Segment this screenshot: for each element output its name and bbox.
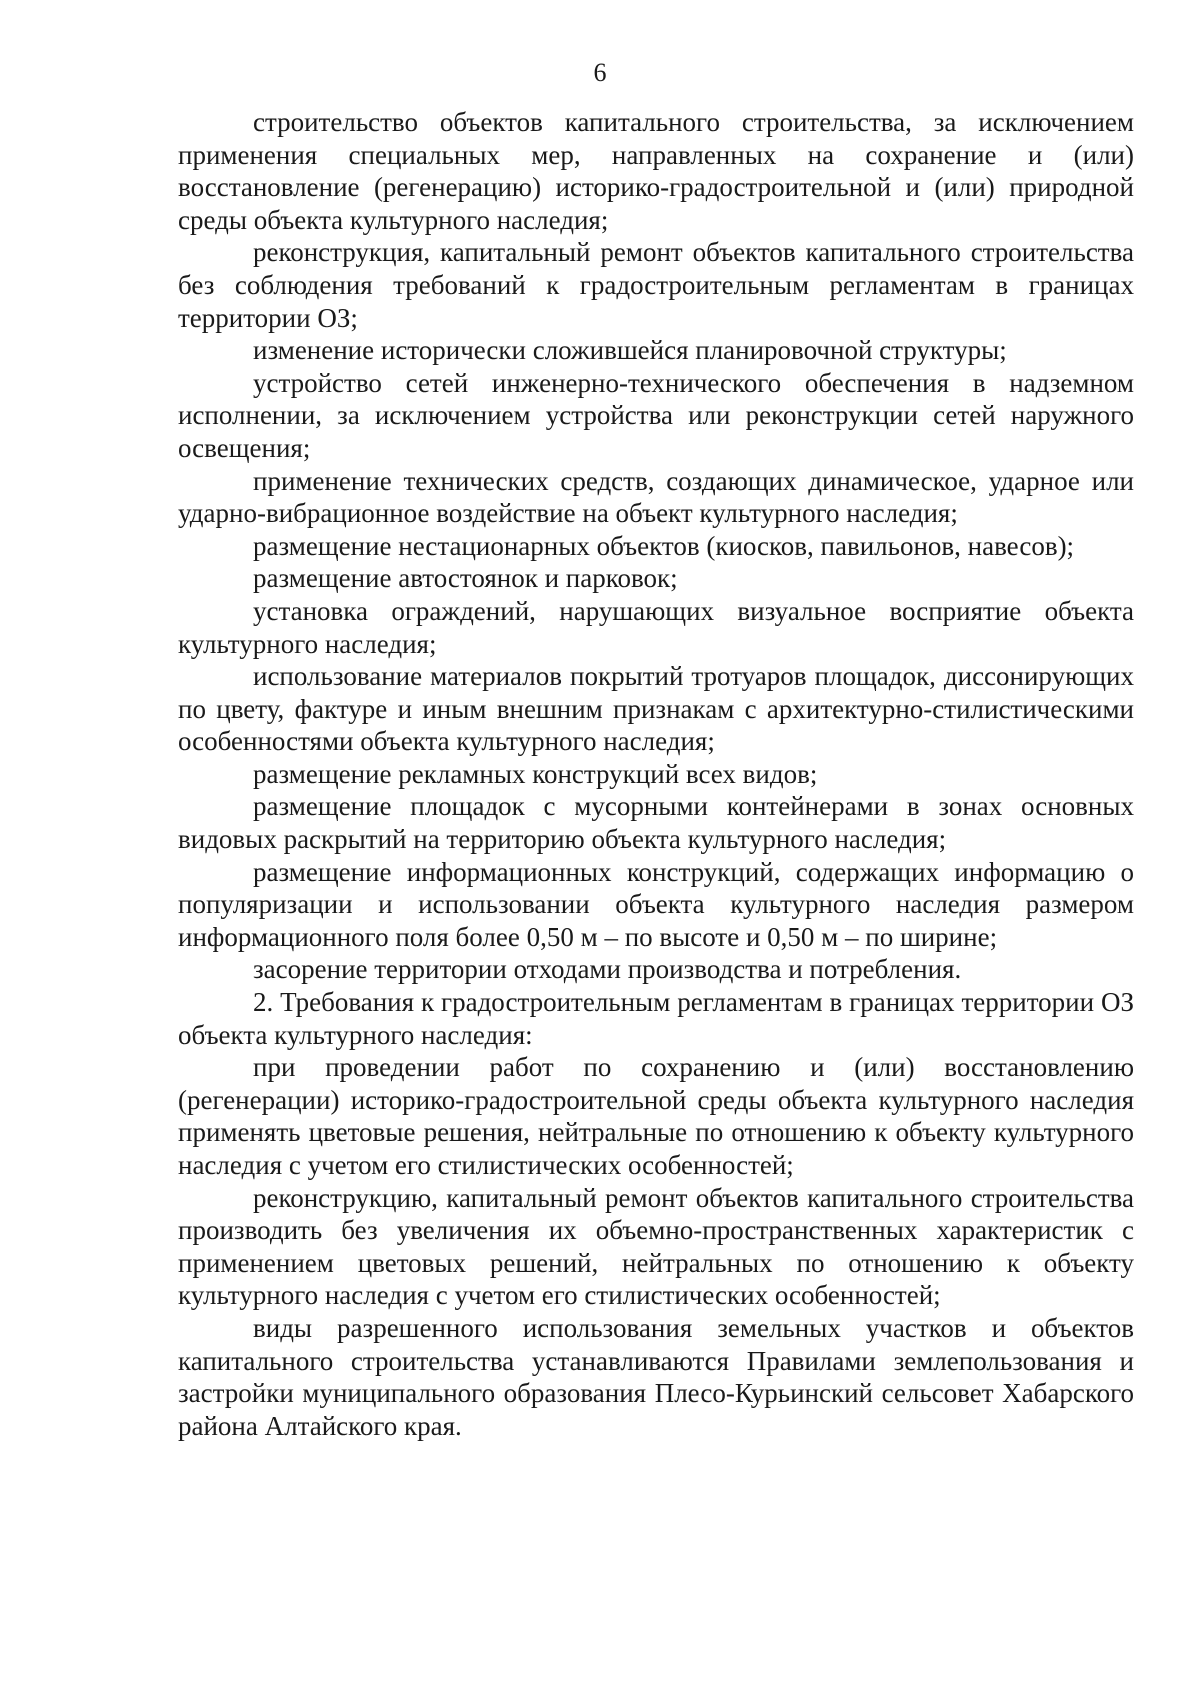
paragraph: размещение нестационарных объектов (киосков, павильонов, навесов); — [253, 530, 1075, 561]
paragraph: реконструкцию, капитальный ремонт объектов капитального строительства производить без увеличения их объемно-пространственных характеристик с применением цветовых решений, нейтральных по отношению к объекту культурного наследия с учетом его стилистических особенностей; — [178, 1182, 1134, 1311]
paragraph: применение технических средств, создающих динамическое, ударное или ударно-вибрационное воздействие на объект культурного наследия; — [178, 465, 1134, 529]
section-heading-paragraph: 2. Требования к градостроительным регламентам в границах территории ОЗ объекта культурного наследия: — [178, 987, 1134, 1050]
paragraph: использование материалов покрытий тротуаров площадок, диссонирующих по цвету, фактуре и иным внешним признакам с архитектурно-стилистическими особенностями объекта культурного наследия; — [178, 661, 1134, 757]
paragraph: строительство объектов капитального строительства, за исключением применения специальных мер, направленных на сохранение и (или) восстановление (регенерацию) историко-градостроительной и (или) природной среды объекта культурного наследия; — [178, 107, 1134, 235]
paragraph: устройство сетей инженерно-технического обеспечения в надземном исполнении, за исключением устройства или реконструкции сетей наружного освещения; — [178, 367, 1134, 463]
paragraph: размещение рекламных конструкций всех видов; — [253, 758, 818, 789]
paragraph: реконструкция, капитальный ремонт объектов капитального строительства без соблюдения требований к градостроительным регламентам в границах территории ОЗ; — [178, 237, 1134, 333]
page-number: 6 — [593, 58, 607, 87]
paragraph: изменение исторически сложившейся планировочной структуры; — [253, 335, 1007, 366]
paragraph: виды разрешенного использования земельных участков и объектов капитального строительства устанавливаются Правилами землепользования и застройки муниципального образования Плесо-Курьинский сельсовет Хабарского района Алтайского края. — [178, 1312, 1134, 1441]
paragraph: размещение автостоянок и парковок; — [253, 563, 678, 594]
paragraph: установка ограждений, нарушающих визуальное восприятие объекта культурного наследия; — [178, 595, 1134, 659]
document-body — [178, 106, 1134, 1442]
paragraph: засорение территории отходами производства и потребления. — [253, 954, 962, 985]
paragraph: размещение площадок с мусорными контейнерами в зонах основных видовых раскрытий на территорию объекта культурного наследия; — [178, 791, 1134, 855]
paragraph: размещение информационных конструкций, содержащих информацию о популяризации и использовании объекта культурного наследия размером информационного поля более 0,50 м – по высоте и 0,50 м – по ширине; — [178, 856, 1134, 952]
paragraph: при проведении работ по сохранению и (или) восстановлению (регенерации) историко-градостроительной среды объекта культурного наследия применять цветовые решения, нейтральные по отношению к объекту культурного наследия с учетом его стилистических особенностей; — [178, 1052, 1134, 1180]
